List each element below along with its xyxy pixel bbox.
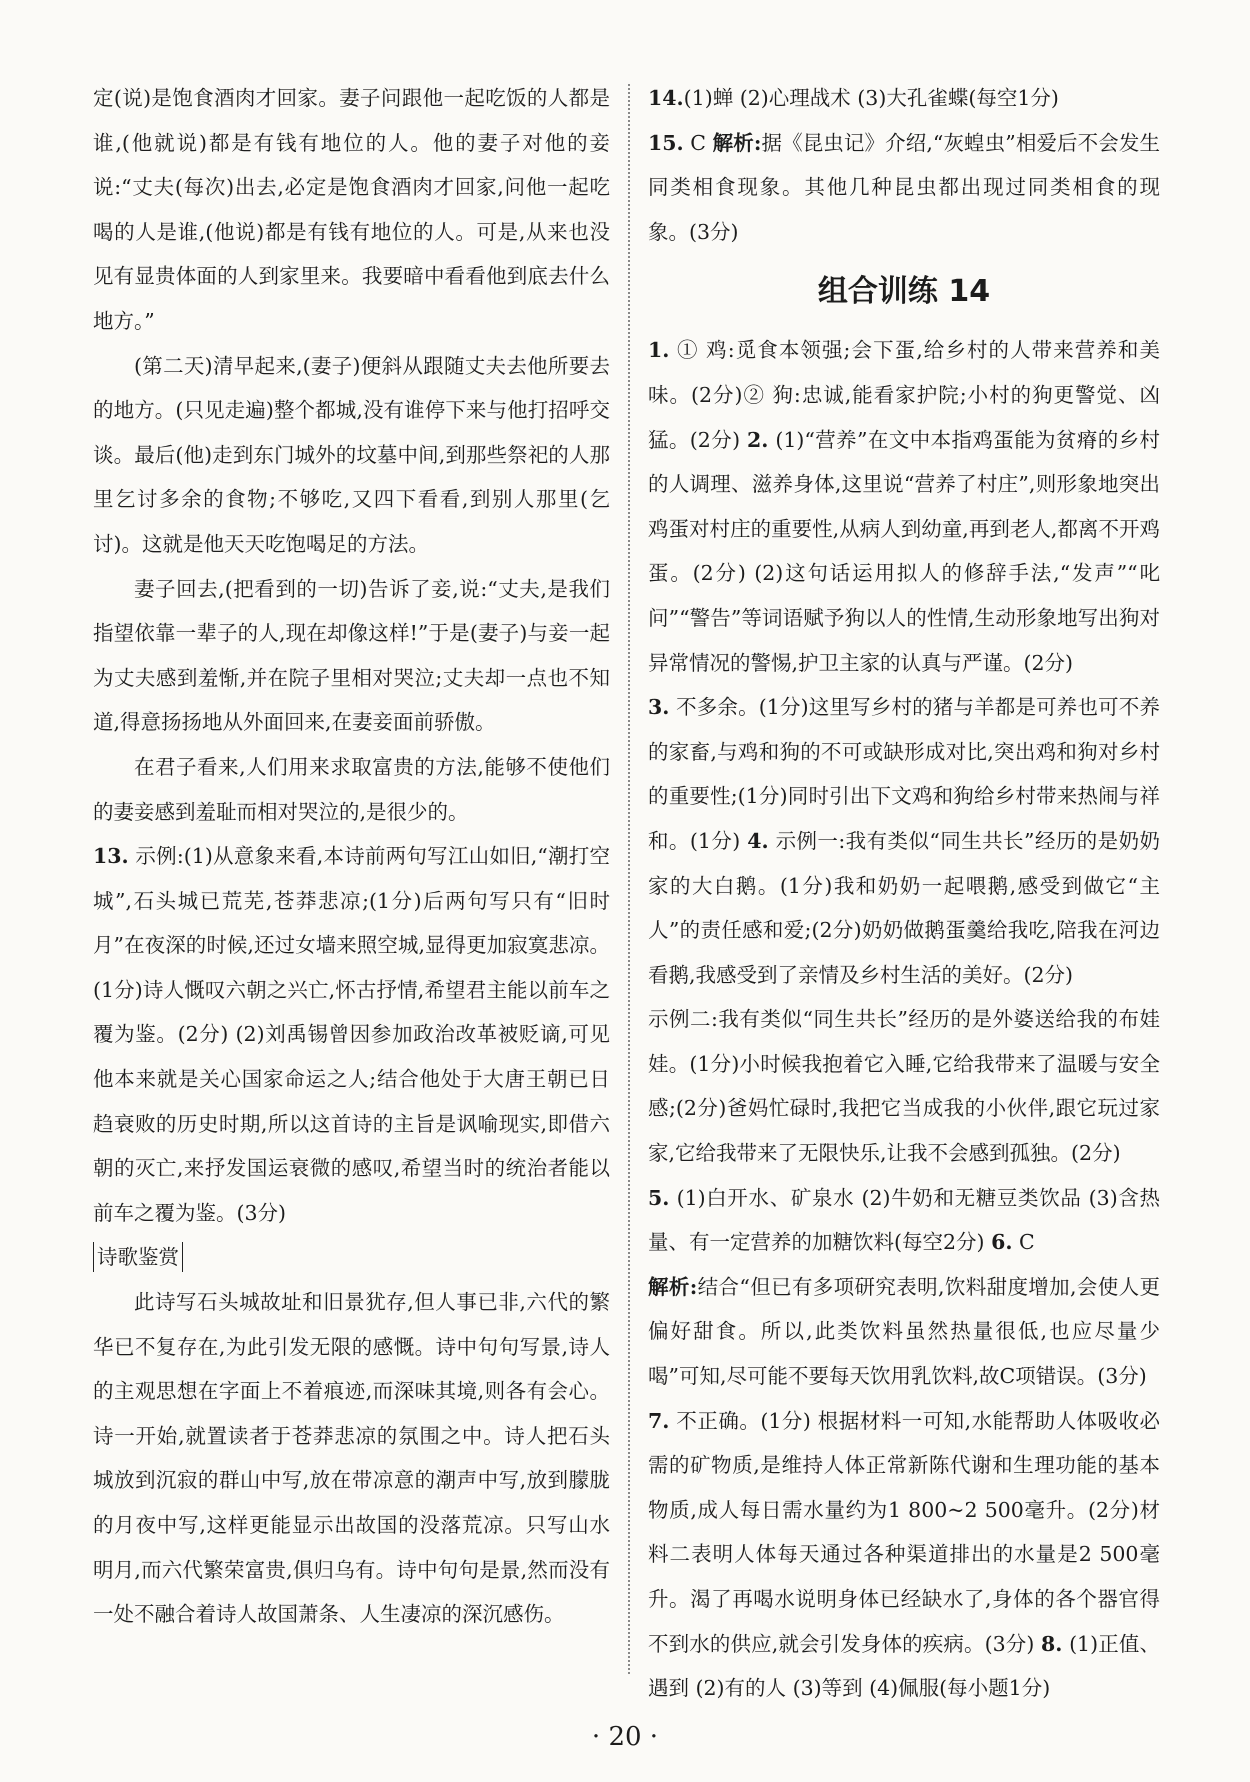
answer-14-number: 14. [648,86,684,110]
answer-8-number: 8. [1041,1631,1063,1656]
answer-14-text: (1)蝉 (2)心理战术 (3)大孔雀蝶(每空1分) [683,86,1059,110]
answer-13 [93,834,610,1235]
answer-1-text: ① 鸡:觅食本领强;会下蛋,给乡村的人带来营养和美味。(2分)② 狗:忠诚,能看家护院;小村的狗更警觉、凶猛。(2分) [648,338,1160,452]
answer-15 [648,121,1160,255]
answer-8-text: (1)正值、遇到 (2)有的人 (3)等到 (4)佩服(每小题1分) [648,1631,1160,1701]
answers-1-2 [648,328,1160,685]
column-divider [628,84,630,1674]
answers-5-6 [648,1176,1160,1265]
answer-15-analysis: 据《昆虫记》介绍,“灰蝗虫”相爱后不会发生同类相食现象。其他几种昆虫都出现过同类相食的现象。(3分) [648,130,1160,244]
answer-13-number: 13. [93,844,129,869]
answer-15-choice: C [690,130,713,155]
translation-paragraph-3: 妻子回去,(把看到的一切)告诉了妾,说:“丈夫,是我们指望依靠一辈子的人,现在却像这样!”于是(妻子)与妾一起为丈夫感到羞惭,并在院子里相对哭泣;丈夫却一点也不知道,得意扬扬地从外面回来,在妻妾面前骄傲。 [93,576,610,735]
answer-4-number: 4. [747,828,769,853]
page-number: · 20 · [591,1722,659,1752]
answer-6-choice: C [1019,1230,1035,1255]
answer-6-analysis-paragraph [648,1265,1160,1399]
left-column [93,76,610,1637]
answer-7-number: 7. [648,1408,670,1433]
translation-paragraph-4: 在君子看来,人们用来求取富贵的方法,能够不使他们的妻妾感到羞耻而相对哭泣的,是很少的。 [93,754,610,824]
answers-3-4 [648,685,1160,997]
answer-15-number: 15. [648,130,684,155]
answers-7-8 [648,1399,1160,1711]
answer-5-text: (1)白开水、矿泉水 (2)牛奶和无糖豆类饮品 (3)含热量、有一定营养的加糖饮料(每空2分) [648,1185,1160,1255]
poetry-appreciation-label: 诗歌鉴赏 [93,1242,183,1272]
answer-4-example-2: 示例二:我有类似“同生共长”经历的是外婆送给我的布娃娃。(1分)小时候我抱着它入睡,它给我带来了温暖与安全感;(2分)爸妈忙碌时,我把它当成我的小伙伴,跟它玩过家家,它给我带来了无限快乐,让我不会感到孤独。(2分) [648,1007,1160,1166]
answer-2-number: 2. [747,427,769,452]
answer-6-analysis: 结合“但已有多项研究表明,饮料甜度增加,会使人更偏好甜食。所以,此类饮料虽然热量很低,也应尽量少喝”可知,尽可能不要每天饮用乳饮料,故C项错误。(3分) [648,1274,1160,1389]
answer-6-number: 6. [991,1230,1013,1255]
answer-3-text: 不多余。(1分)这里写乡村的猪与羊都是可养也可不养的家畜,与鸡和狗的不可或缺形成对比,突出鸡和狗对乡村的重要性;(1分)同时引出下文鸡和狗给乡村带来热闹与祥和。(1分) [648,695,1160,853]
answer-7-text: 不正确。(1分) 根据材料一可知,水能帮助人体吸收必需的矿物质,是维持人体正常新陈代谢和生理功能的基本物质,成人每日需水量约为1 800~2 500毫升。(2分)材料二表明人体每天通过各种渠道排出的水量是2 500毫升。渴了再喝水说明身体已经缺水了,身体的各个器官得不到水的供应,就会引发身体的疾病。(3分) [648,1408,1160,1656]
answer-4-text: 示例一:我有类似“同生共长”经历的是奶奶家的大白鹅。(1分)我和奶奶一起喂鹅,感受到做它“主人”的责任感和爱;(2分)奶奶做鹅蛋羹给我吃,陪我在河边看鹅,我感受到了亲情及乡村生活的美好。(2分) [648,828,1160,987]
right-column [648,76,1160,1711]
answer-13-text: 示例:(1)从意象来看,本诗前两句写江山如旧,“潮打空城”,石头城已荒芜,苍莽悲凉;(1分)后两句写只有“旧时月”在夜深的时候,还过女墙来照空城,显得更加寂寞悲凉。(1分)诗人慨叹六朝之兴亡,怀古抒情,希望君主能以前车之覆为鉴。(2分) (2)刘禹锡曾因参加政治改革被贬谪,可见他本来就是关心国家命运之人;结合他处于大唐王朝已日趋衰败的历史时期,所以这首诗的主旨是讽喻现实,即借六朝的灭亡,来抒发国运衰微的感叹,希望当时的统治者能以前车之覆为鉴。(3分) [93,844,610,1225]
poetry-appreciation-text: 此诗写石头城故址和旧景犹存,但人事已非,六代的繁华已不复存在,为此引发无限的感慨。诗中句句写景,诗人的主观思想在字面上不着痕迹,而深味其境,则各有会心。诗一开始,就置读者于苍莽悲凉的氛围之中。诗人把石头城放到沉寂的群山中写,放在带凉意的潮声中写,放到朦胧的月夜中写,这样更能显示出故国的没落荒凉。只写山水明月,而六代繁荣富贵,俱归乌有。诗中句句是景,然而没有一处不融合着诗人故国萧条、人生凄凉的深沉感伤。 [93,1290,610,1627]
answer-14 [648,76,1160,121]
answer-5-number: 5. [648,1185,670,1210]
translation-paragraph-2: (第二天)清早起来,(妻子)便斜从跟随丈夫去他所要去的地方。(只见走遍)整个都城,没有谁停下来与他打招呼交谈。最后(他)走到东门城外的坟墓中间,到那些祭祀的人那里乞讨多余的食物;不够吃,又四下看看,到别人那里(乞讨)。这就是他天天吃饱喝足的方法。 [93,353,610,556]
answer-1-number: 1. [648,338,670,363]
answer-3-number: 3. [648,695,670,720]
answer-2-text: (1)“营养”在文中本指鸡蛋能为贫瘠的乡村的人调理、滋养身体,这里说“营养了村庄”,则形象地突出鸡蛋对村庄的重要性,从病人到幼童,再到老人,都离不开鸡蛋。(2分) (2)这句话运用拟人的修辞手法,“发声”“叱问”“警告”等词语赋予狗以人的性情,生动形象地写出狗对异常情况的警惕,护卫主家的认真与严谨。(2分) [648,427,1160,675]
translation-paragraph-1: 定(说)是饱食酒肉才回家。妻子问跟他一起吃饭的人都是谁,(他就说)都是有钱有地位的人。他的妻子对他的妾说:“丈夫(每次)出去,必定是饱食酒肉才回家,问他一起吃喝的人是谁,(他说)都是有钱有地位的人。可是,从来也没见有显贵体面的人到家里来。我要暗中看看他到底去什么地方。” [93,86,610,333]
answer-15-analysis-label: 解析: [712,130,762,155]
section-title: 组合训练 14 [817,274,991,310]
answer-6-analysis-label: 解析: [648,1274,698,1299]
